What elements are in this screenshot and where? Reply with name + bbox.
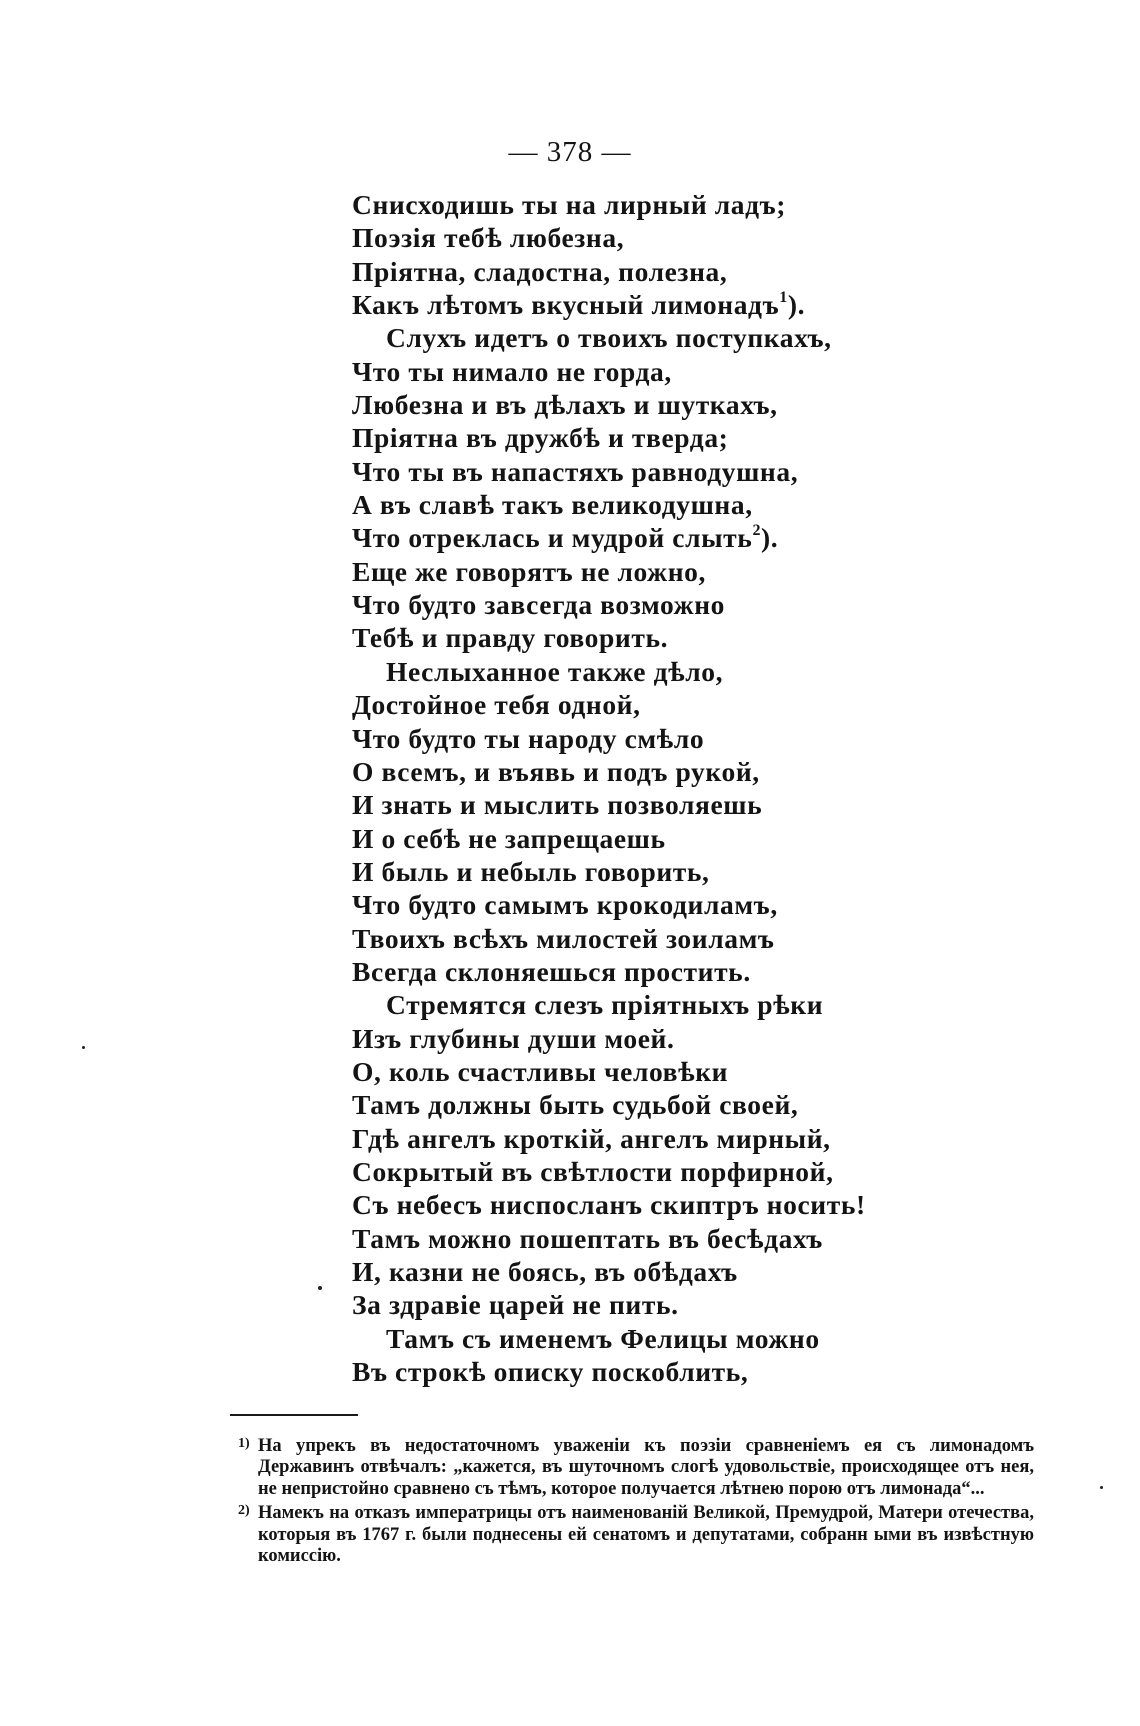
- poem-line-text: Изъ глубины души моей.: [352, 1022, 675, 1054]
- poem-line: [352, 788, 912, 821]
- margin-speck: [318, 1286, 322, 1290]
- poem-line-text: Снисходишь ты на лирный ладъ;: [352, 189, 787, 220]
- poem-line-text: Неслыханное также дѣло,: [386, 655, 724, 687]
- poem-line: [352, 488, 912, 521]
- poem-line-text: Любезна и въ дѣлахъ и шуткахъ,: [352, 389, 778, 421]
- poem-line-text: Что ты въ напастяхъ равнодушна,: [352, 455, 799, 487]
- poem-line-text: И о себѣ не запрещаешь: [352, 822, 666, 854]
- margin-speck: [82, 1046, 85, 1049]
- poem-line: [352, 621, 912, 654]
- footnote-marker: 1): [238, 1436, 250, 1451]
- poem-line-text: Какъ лѣтомъ вкусный лимонадъ: [352, 289, 780, 321]
- poem-line: [352, 722, 912, 755]
- poem-line-text: И быль и небыль говорить,: [352, 855, 710, 887]
- poem-line: [352, 1255, 912, 1288]
- poem-line: [352, 855, 912, 888]
- poem-line-text: Что будто ты народу смѣло: [352, 722, 705, 754]
- poem-line: [352, 1355, 912, 1388]
- poem-line: [352, 988, 912, 1021]
- poem-line-text: Еще же говорятъ не ложно,: [352, 555, 706, 587]
- poem-line-text: И, казни не боясь, въ обѣдахъ: [352, 1256, 738, 1287]
- poem-line-text: Тебѣ и правду говорить.: [352, 622, 669, 654]
- poem-line-text: Въ строкѣ описку поскоблить,: [352, 1356, 749, 1388]
- poem-line-text: Гдѣ ангелъ кроткій, ангелъ мирный,: [352, 1122, 831, 1154]
- poem-line: [352, 1222, 912, 1255]
- poem-line: [352, 188, 912, 221]
- footnote-reference: 2: [752, 522, 762, 540]
- poem-line: [352, 1055, 912, 1088]
- poem-line-text: А въ славѣ такъ великодушна,: [352, 489, 753, 521]
- poem-line-text: Достойное тебя одной,: [352, 689, 641, 721]
- poem-line: [352, 1288, 912, 1321]
- poem-line-text: Пріятна въ дружбѣ и тверда;: [352, 422, 729, 454]
- footnote: [238, 1436, 1034, 1500]
- poem-line-text: Тамъ можно пошептать въ бесѣдахъ: [352, 1222, 823, 1254]
- poem-line-text: Тамъ должны быть судьбой своей,: [352, 1089, 799, 1121]
- margin-speck: [1100, 1486, 1103, 1489]
- poem-line-text: И знать и мыслить позволяешь: [352, 789, 763, 821]
- poem-line: [352, 1322, 912, 1355]
- footnote-text: На упрекъ въ недостаточномъ уваженіи къ поэзіи сравненіемъ ея съ лимонадомъ Державинъ отвѣчалъ: „кажется, въ шуточномъ слогѣ удовольствіе, происходящее отъ нея, не непристойно сравнено съ тѣмъ, которое получается лѣтнею порою отъ лимонада“...: [258, 1436, 1034, 1499]
- poem: [352, 188, 912, 1388]
- poem-line-text: Что будто завсегда возможно: [352, 589, 725, 621]
- poem-line: [352, 1155, 912, 1188]
- poem-line-punctuation: ).: [761, 522, 779, 554]
- poem-line: [352, 655, 912, 688]
- poem-line-text: Слухъ идетъ о твоихъ поступкахъ,: [386, 322, 832, 354]
- footnote-rule: [230, 1414, 358, 1416]
- poem-line: [352, 1188, 912, 1221]
- poem-line: [352, 888, 912, 921]
- poem-line: [352, 1122, 912, 1155]
- poem-line: [352, 955, 912, 988]
- footnote-text: Намекъ на отказъ императрицы отъ наименованій Великой, Премудрой, Матери отечества, которыя въ 1767 г. были поднесены ей сенатомъ и депутатами, собранн ыми въ извѣстную комиссію.: [258, 1503, 1034, 1567]
- poem-line-text: Что ты нимало не горда,: [352, 355, 672, 387]
- poem-line-text: Поэзія тебѣ любезна,: [352, 222, 625, 254]
- poem-line: [352, 922, 912, 955]
- poem-line-text: Твоихъ всѣхъ милостей зоиламъ: [352, 922, 775, 954]
- footnote-marker: 2): [238, 1503, 250, 1519]
- poem-line-text: Что отреклась и мудрой слыть: [352, 522, 753, 554]
- poem-line: [352, 1022, 912, 1055]
- footnote-reference: 1: [779, 289, 788, 307]
- footnote: [238, 1503, 1034, 1567]
- footnotes: [238, 1436, 1034, 1567]
- poem-line: [352, 521, 912, 554]
- poem-line: [352, 255, 912, 288]
- poem-line-text: Тамъ съ именемъ Фелицы можно: [386, 1322, 820, 1354]
- poem-line: [352, 355, 912, 388]
- poem-line: [352, 421, 912, 454]
- poem-line: [352, 688, 912, 721]
- poem-line-text: Всегда склоняешься простить.: [352, 955, 751, 987]
- poem-line: [352, 288, 912, 321]
- poem-line: [352, 221, 912, 254]
- poem-line-text: Съ небесъ ниспосланъ скиптръ носить!: [352, 1189, 866, 1221]
- poem-line: [352, 455, 912, 488]
- poem-line: [352, 588, 912, 621]
- poem-line: [352, 822, 912, 855]
- poem-line: [352, 555, 912, 588]
- poem-line: [352, 388, 912, 421]
- poem-line-punctuation: ).: [787, 289, 806, 321]
- poem-line-text: Что будто самымъ крокодиламъ,: [352, 889, 778, 921]
- page-number: — 378 —: [508, 136, 632, 168]
- poem-line: [352, 1088, 912, 1121]
- poem-line: [352, 321, 912, 354]
- poem-line-text: За здравіе царей не пить.: [352, 1289, 679, 1321]
- poem-line-text: Стремятся слезъ пріятныхъ рѣки: [386, 989, 824, 1021]
- poem-line-text: Пріятна, сладостна, полезна,: [352, 255, 728, 287]
- poem-line-text: Сокрытый въ свѣтлости порфирной,: [352, 1155, 834, 1187]
- poem-line-text: О всемъ, и въявь и подъ рукой,: [352, 755, 760, 787]
- poem-line: [352, 755, 912, 788]
- poem-line-text: О, коль счастливы человѣки: [352, 1055, 729, 1087]
